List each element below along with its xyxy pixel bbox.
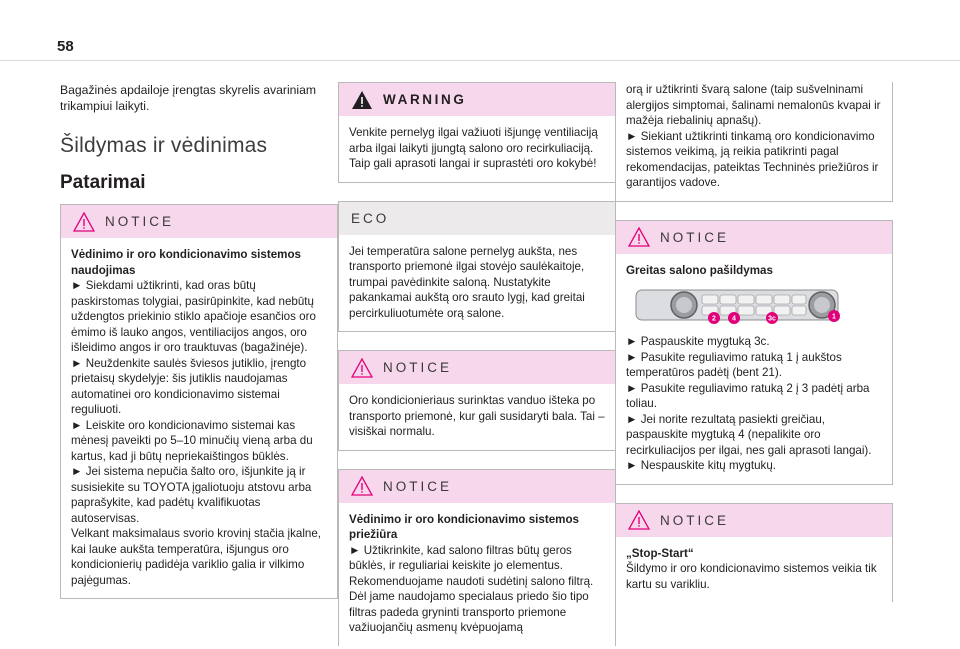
notice-line: ► Siekdami užtikrinti, kad oras būtų paskirstomas tolygiai, pasirūpinkite, kad nebūtų uždengtos priekinio stiklo apačioje esančios oro ėmimo iš lauko angos, ventiliacijos angos, oro išleidimo angos ir oro trauktuvas (bagažinėje). [71,279,316,354]
panel-callout-4: 4 [732,315,736,323]
notice-line: ► Nespauskite kitų mygtukų. [626,459,777,472]
eco-text: Jei temperatūra salone pernelyg aukšta, nes transporto priemonė ilgai stovėjo saulėkaitoje, trumpai pavėdinkite saloną. Nustatykite pakankamai aukštą oro srauto lygį, kad greitai percirkuliuotumėte orą salone. [349,244,585,320]
continuation-text: orą ir užtikrinti švarą salone (taip sušvelninami alergijos simptomai, šalinami nemalonūs kvapai ir mažėja riebalinių apnašų). [626,83,881,127]
column-3 [615,82,893,602]
notice-line: ► Paspauskite mygtuką 3c. [626,335,770,348]
notice-header [616,504,892,537]
eco-header [339,202,615,235]
notice-text: ► Užtikrinkite, kad salono filtras būtų geros būklės, ir reguliariai keiskite jo elementus. Rekomenduojame naudoti sudėtinį salono filtrą. Dėl jame naudojamo specialaus priedo šio tipo filtras padeda gryninti transporto priemone važiuojančių asmenų kvėpuojamą [349,543,594,634]
notice-heading: Vėdinimo ir oro kondicionavimo sistemos naudojimas [71,248,301,277]
notice-label: NOTICE [383,360,453,375]
control-panel-drawing [634,286,840,326]
notice-header [61,205,337,238]
notice-box-stop-start [615,503,893,603]
warning-box [338,82,616,183]
caution-icon [628,510,650,530]
notice-line: ► Pasukite reguliavimo ratuką 2 į 3 padėtį arba toliau. [626,381,870,410]
notice-text: Oro kondicionieriaus surinktas vanduo išteka po transporto priemonė, kur gali susidaryti bala. Tai – visiškai normalu. [349,394,605,438]
intro-paragraph: Bagažinės apdailoje įrengtas skyrelis avariniam trikampiui laikyti. [60,83,317,113]
caution-icon [351,358,373,378]
warning-text: Venkite pernelyg ilgai važiuoti išjungę ventiliaciją arba ilgai laikyti įjungtą salono oro recirkuliaciją. Taip gali aprasoti langai ir suprastėti oro kokybė! [349,126,598,170]
notice-header [616,221,892,254]
warning-label: WARNING [383,92,467,107]
notice-box-maintenance [338,469,616,646]
section-title: Šildymas ir vėdinimas [60,134,268,157]
subsection-title: Patarimai [60,172,146,193]
climate-control-panel-illustration [634,286,840,326]
notice-header [339,470,615,503]
caution-icon [628,227,650,247]
notice-label: NOTICE [660,512,730,528]
notice-label: NOTICE [660,229,730,245]
eco-label: ECO [351,210,390,226]
page-number: 58 [57,38,74,55]
notice-line: Velkant maksimalaus svorio krovinį stačia įkalne, kai lauke aukšta temperatūra, išjungus oro kondicionierių padidėja variklio galia ir vilkimo pajėgumas. [71,527,322,587]
notice-line: ► Neuždenkite saulės šviesos jutiklio, įrengto prietaisų skydelyje: šis jutiklis naudojamas automatinei oro kondicionavimo sistemai reguliuoti. [71,356,307,416]
notice-line: ► Jei norite rezultatą pasiekti greičiau, paspauskite mygtuką 4 (nepalikite oro recirkuliacijos per ilgai, nes gali aprasoti langai). [626,412,872,457]
notice-line: ► Leiskite oro kondicionavimo sistemai kas mėnesį paveikti po 5–10 minučių vieną arba du kartus, kad ji būtų nepriekaištingos būklės. [71,418,313,463]
notice-header [339,351,615,384]
notice-label: NOTICE [105,214,175,229]
header-rule [0,60,960,61]
eco-box [338,201,616,333]
continuation-bullet: ► Siekiant užtikrinti tinkamą oro kondicionavimo sistemos veikimą, ją reikia patikrinti pagal rekomendacijas, pateiktas Techninės priežiūros ir garantijos vadove. [626,129,879,189]
notice-box-maintenance-continued [615,82,893,202]
panel-callout-3c: 3c [768,315,776,323]
caution-icon [73,212,95,232]
column-2 [338,82,616,646]
warning-icon [351,90,373,110]
caution-icon [351,476,373,496]
notice-heading: „Stop-Start“ [626,546,694,560]
panel-callout-2: 2 [712,315,716,323]
warning-header [339,83,615,116]
notice-text: Šildymo ir oro kondicionavimo sistemos veikia tik kartu su varikliu. [626,562,877,591]
notice-box-condensation [338,350,616,451]
notice-box-ventilation [60,204,338,599]
notice-line: ► Jei sistema nepučia šalto oro, išjunkite ją ir susisiekite su TOYOTA įgaliotuoju atstovu arba paprašykite, kad padėtų kvalifikuotas autoservisas. [71,465,312,525]
notice-heading: Greitas salono pašildymas [626,263,773,277]
column-1 [60,82,338,617]
panel-callout-1: 1 [832,313,836,321]
notice-box-quick-heating [615,220,893,485]
notice-label: NOTICE [383,478,453,494]
notice-line: ► Pasukite reguliavimo ratuką 1 į aukštos temperatūros padėtį (bent 21). [626,350,842,379]
notice-heading: Vėdinimo ir oro kondicionavimo sistemos priežiūra [349,512,579,541]
